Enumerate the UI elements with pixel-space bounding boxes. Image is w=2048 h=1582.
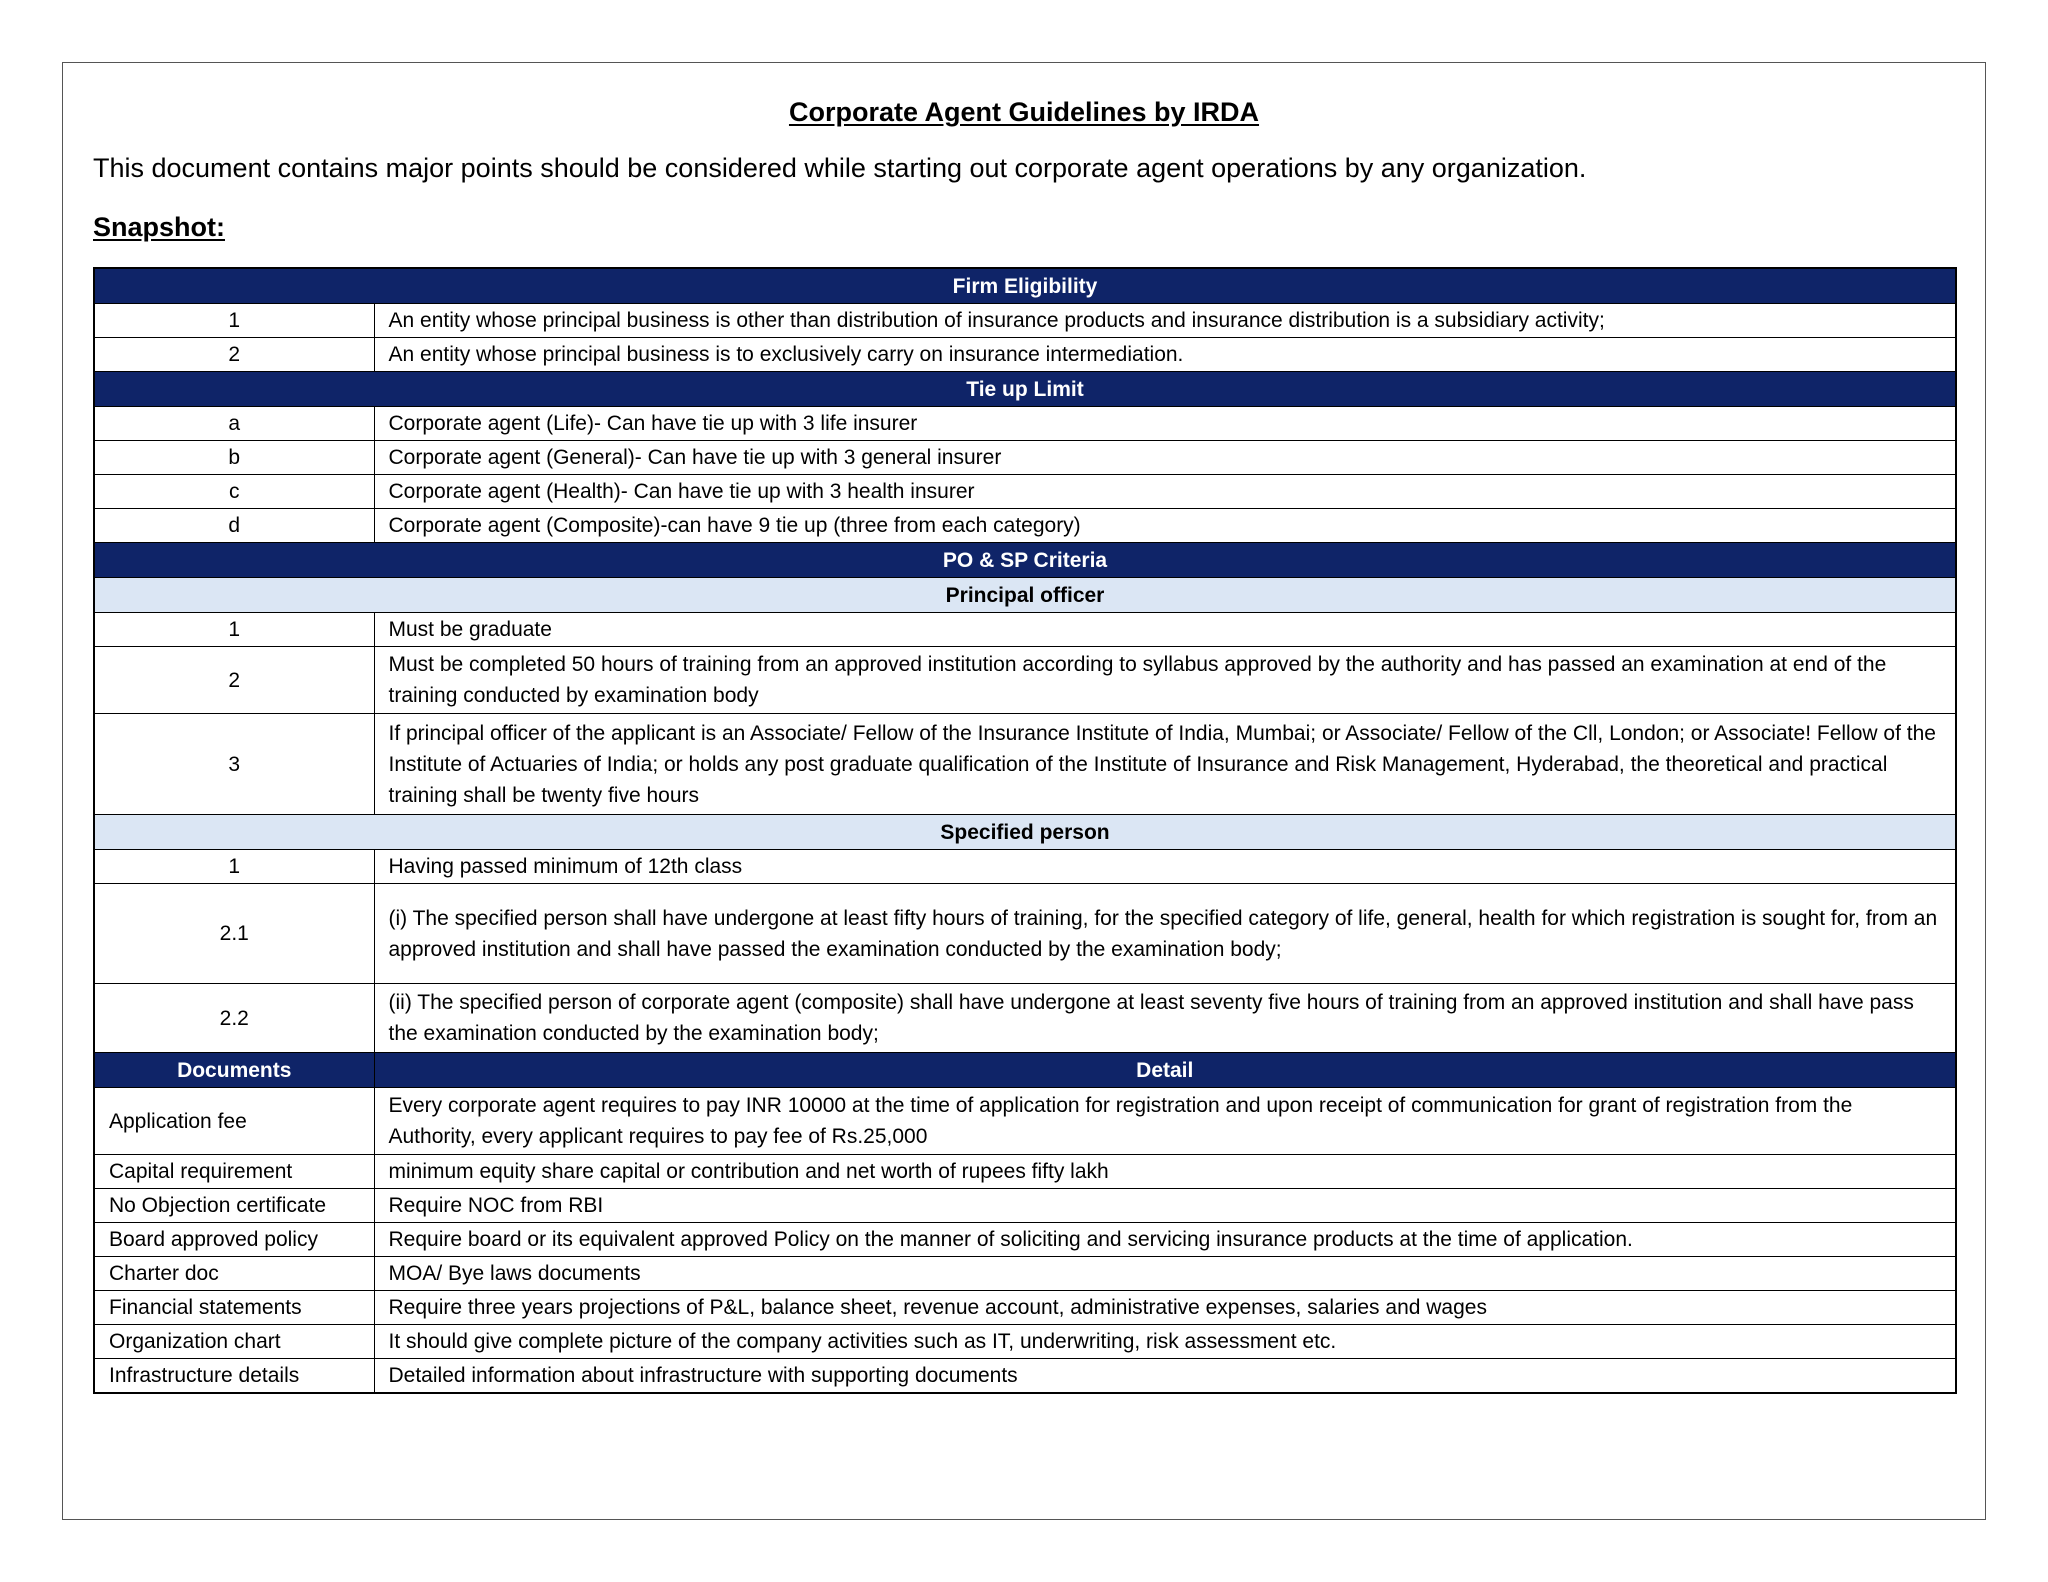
row-index: 1 bbox=[94, 304, 374, 338]
document-detail: It should give complete picture of the company activities such as IT, underwriting, risk assessment etc. bbox=[374, 1325, 1956, 1359]
row-text: Must be graduate bbox=[374, 613, 1956, 647]
document-detail: minimum equity share capital or contribution and net worth of rupees fifty lakh bbox=[374, 1155, 1956, 1189]
row-index: b bbox=[94, 441, 374, 475]
subsection-header-row bbox=[94, 815, 1956, 850]
document-detail: Require board or its equivalent approved Policy on the manner of soliciting and servicing insurance products at the time of application. bbox=[374, 1223, 1956, 1257]
table-row bbox=[94, 1088, 1956, 1155]
row-index: 1 bbox=[94, 850, 374, 884]
table-row bbox=[94, 475, 1956, 509]
document-detail: Every corporate agent requires to pay INR 10000 at the time of application for registration and upon receipt of communication for grant of registration from the Authority, every applicant requires to pay fee of Rs.25,000 bbox=[374, 1088, 1956, 1155]
document-title: Corporate Agent Guidelines by IRDA bbox=[788, 97, 1260, 127]
table-row bbox=[94, 1291, 1956, 1325]
table-row bbox=[94, 850, 1956, 884]
section-header-row bbox=[94, 268, 1956, 304]
subsection-header-row bbox=[94, 578, 1956, 613]
row-text: Corporate agent (Life)- Can have tie up with 3 life insurer bbox=[374, 407, 1956, 441]
document-name: Application fee bbox=[94, 1088, 374, 1155]
row-index: 2.2 bbox=[94, 984, 374, 1053]
row-index: 3 bbox=[94, 714, 374, 815]
table-row bbox=[94, 714, 1956, 815]
row-text: Corporate agent (Composite)-can have 9 tie up (three from each category) bbox=[374, 509, 1956, 543]
table-row bbox=[94, 984, 1956, 1053]
document-name: Charter doc bbox=[94, 1257, 374, 1291]
intro-paragraph: This document contains major points should be considered while starting out corporate agent operations by any organization. bbox=[93, 153, 1587, 183]
document-name: Board approved policy bbox=[94, 1223, 374, 1257]
document-name: No Objection certificate bbox=[94, 1189, 374, 1223]
row-index: c bbox=[94, 475, 374, 509]
table-row bbox=[94, 304, 1956, 338]
row-text: Having passed minimum of 12th class bbox=[374, 850, 1956, 884]
row-text: (i) The specified person shall have undergone at least fifty hours of training, for the specified category of life, general, health for which registration is sought for, from an approved institution and shall have passed the examination conducted by the examination body; bbox=[374, 884, 1956, 984]
row-index: a bbox=[94, 407, 374, 441]
document-name: Capital requirement bbox=[94, 1155, 374, 1189]
document-name: Financial statements bbox=[94, 1291, 374, 1325]
table-row bbox=[94, 407, 1956, 441]
row-index: 2.1 bbox=[94, 884, 374, 984]
table-row bbox=[94, 1189, 1956, 1223]
document-detail: Require three years projections of P&L, balance sheet, revenue account, administrative expenses, salaries and wages bbox=[374, 1291, 1956, 1325]
row-text: Corporate agent (General)- Can have tie up with 3 general insurer bbox=[374, 441, 1956, 475]
table-row bbox=[94, 1257, 1956, 1291]
table-row bbox=[94, 1325, 1956, 1359]
row-index: d bbox=[94, 509, 374, 543]
detail-column-header: Detail bbox=[374, 1053, 1956, 1088]
documents-column-header: Documents bbox=[94, 1053, 374, 1088]
snapshot-heading: Snapshot: bbox=[93, 212, 225, 242]
documents-header-row bbox=[94, 1053, 1956, 1088]
section-header-row bbox=[94, 543, 1956, 578]
guidelines-table bbox=[93, 267, 1957, 1394]
document-detail: Detailed information about infrastructure with supporting documents bbox=[374, 1359, 1956, 1394]
row-text: (ii) The specified person of corporate agent (composite) shall have undergone at least seventy five hours of training from an approved institution and shall have pass the examination conducted by the examination body; bbox=[374, 984, 1956, 1053]
row-text: If principal officer of the applicant is an Associate/ Fellow of the Insurance Institute of India, Mumbai; or Associate/ Fellow of the Cll, London; or Associate! Fellow of the Institute of Actuaries of India; or holds any post graduate qualification of the Institute of Insurance and Risk Management, Hyderabad, the theoretical and practical training shall be twenty five hours bbox=[374, 714, 1956, 815]
row-text: An entity whose principal business is other than distribution of insurance products and insurance distribution is a subsidiary activity; bbox=[374, 304, 1956, 338]
document-name: Infrastructure details bbox=[94, 1359, 374, 1394]
row-index: 2 bbox=[94, 647, 374, 714]
document-name: Organization chart bbox=[94, 1325, 374, 1359]
tie-up-limit-header: Tie up Limit bbox=[94, 372, 1956, 407]
document-detail: Require NOC from RBI bbox=[374, 1189, 1956, 1223]
po-sp-criteria-header: PO & SP Criteria bbox=[94, 543, 1956, 578]
table-row bbox=[94, 884, 1956, 984]
table-row bbox=[94, 338, 1956, 372]
table-row bbox=[94, 1155, 1956, 1189]
row-text: Corporate agent (Health)- Can have tie up with 3 health insurer bbox=[374, 475, 1956, 509]
document-detail: MOA/ Bye laws documents bbox=[374, 1257, 1956, 1291]
row-index: 2 bbox=[94, 338, 374, 372]
table-row bbox=[94, 613, 1956, 647]
principal-officer-header: Principal officer bbox=[94, 578, 1956, 613]
section-header-row bbox=[94, 372, 1956, 407]
table-row bbox=[94, 1223, 1956, 1257]
row-text: An entity whose principal business is to exclusively carry on insurance intermediation. bbox=[374, 338, 1956, 372]
table-row bbox=[94, 1359, 1956, 1394]
table-row bbox=[94, 647, 1956, 714]
firm-eligibility-header: Firm Eligibility bbox=[94, 268, 1956, 304]
row-text: Must be completed 50 hours of training from an approved institution according to syllabus approved by the authority and has passed an examination at end of the training conducted by examination body bbox=[374, 647, 1956, 714]
specified-person-header: Specified person bbox=[94, 815, 1956, 850]
table-row bbox=[94, 441, 1956, 475]
row-index: 1 bbox=[94, 613, 374, 647]
table-row bbox=[94, 509, 1956, 543]
